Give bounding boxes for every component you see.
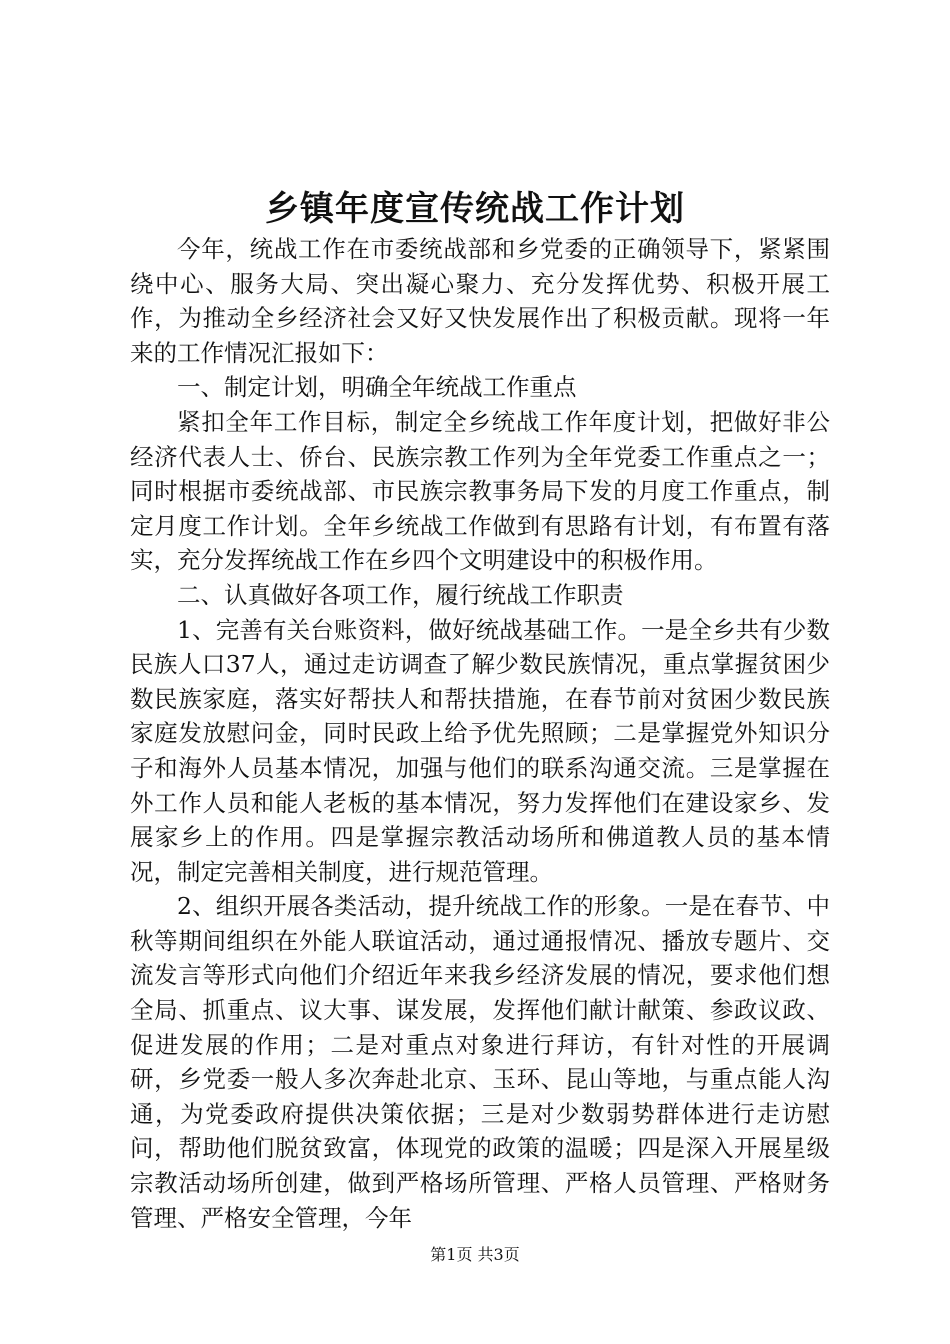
intro-paragraph: 今年，统战工作在市委统战部和乡党委的正确领导下，紧紧围绕中心、服务大局、突出凝心聚力、充分发挥优势、积极开展工作，为推动全乡经济社会又好又快发展作出了积极贡献。现将一年来的工作情况汇报如下： — [130, 235, 830, 367]
section-heading-2: 二、认真做好各项工作，履行统战工作职责 — [177, 580, 624, 609]
section-1-paragraph: 紧扣全年工作目标，制定全乡统战工作年度计划，把做好非公经济代表人士、侨台、民族宗教工作列为全年党委工作重点之一；同时根据市委统战部、市民族宗教事务局下发的月度工作重点，制定月度工作计划。全年乡统战工作做到有思路有计划，有布置有落实，充分发挥统战工作在乡四个文明建设中的积极作用。 — [130, 407, 830, 575]
document-body — [130, 232, 830, 1235]
item-2-paragraph: 2、组织开展各类活动，提升统战工作的形象。一是在春节、中秋等期间组织在外能人联谊活动，通过通报情况、播放专题片、交流发言等形式向他们介绍近年来我乡经济发展的情况，要求他们想全局、抓重点、议大事、谋发展，发挥他们献计献策、参政议政、促进发展的作用；二是对重点对象进行拜访，有针对性的开展调研，乡党委一般人多次奔赴北京、玉环、昆山等地，与重点能人沟通，为党委政府提供决策依据；三是对少数弱势群体进行走访慰问，帮助他们脱贫致富，体现党的政策的温暖；四是深入开展星级宗教活动场所创建，做到严格场所管理、严格人员管理、严格财务管理、严格安全管理，今年 — [130, 892, 830, 1232]
item-1-paragraph: 1、完善有关台账资料，做好统战基础工作。一是全乡共有少数民族人口37人，通过走访调查了解少数民族情况，重点掌握贫困少数民族家庭，落实好帮扶人和帮扶措施，在春节前对贫困少数民族家庭发放慰问金，同时民政上给予优先照顾；二是掌握党外知识分子和海外人员基本情况，加强与他们的联系沟通交流。三是掌握在外工作人员和能人老板的基本情况，努力发挥他们在建设家乡、发展家乡上的作用。四是掌握宗教活动场所和佛道教人员的基本情况，制定完善相关制度，进行规范管理。 — [130, 615, 830, 886]
document-title: 乡镇年度宣传统战工作计划 — [265, 189, 685, 229]
section-heading-1: 一、制定计划，明确全年统战工作重点 — [177, 373, 577, 402]
page-number: 第1页 共3页 — [430, 1245, 520, 1264]
